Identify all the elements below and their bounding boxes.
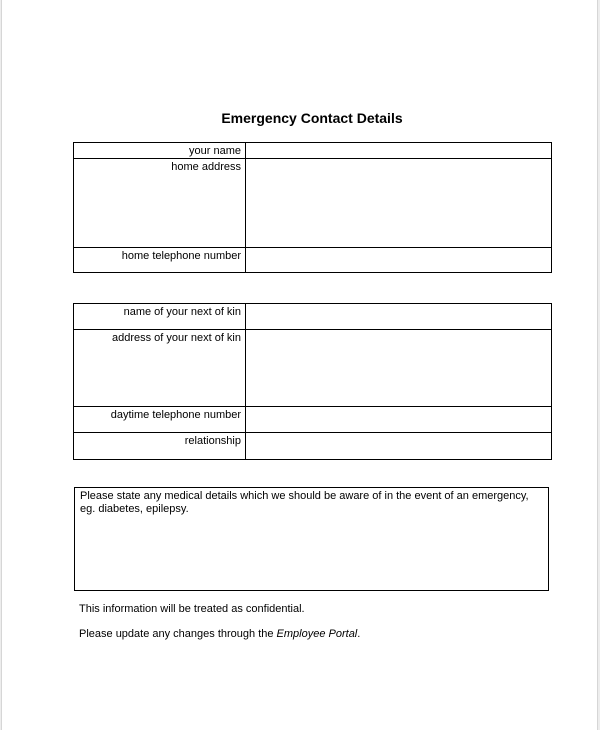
- document-page: [1, 0, 598, 730]
- next-of-kin-table: [73, 303, 552, 460]
- daytime-telephone-field[interactable]: [246, 407, 552, 433]
- employee-portal-reference: Employee Portal: [276, 628, 358, 640]
- table-row: [74, 159, 552, 248]
- home-telephone-field[interactable]: [246, 248, 552, 273]
- table-row: [74, 304, 552, 330]
- home-address-field[interactable]: [246, 159, 552, 248]
- medical-prompt-line-2: eg. diabetes, epilepsy.: [80, 503, 189, 515]
- personal-details-table: [73, 142, 552, 273]
- kin-address-label: address of your next of kin: [74, 330, 246, 407]
- kin-name-field[interactable]: [246, 304, 552, 330]
- kin-name-label: name of your next of kin: [74, 304, 246, 330]
- medical-details-box[interactable]: [74, 487, 549, 591]
- home-address-label: home address: [74, 159, 246, 248]
- update-note-prefix: Please update any changes through the: [79, 628, 277, 640]
- update-note-suffix: .: [357, 628, 361, 640]
- table-row: [74, 248, 552, 273]
- document-title: Emergency Contact Details: [221, 110, 403, 126]
- table-row: [74, 330, 552, 407]
- table-row: [74, 407, 552, 433]
- medical-prompt-line-1: Please state any medical details which we should be aware of in the event of an emergency,: [80, 490, 529, 502]
- relationship-label: relationship: [74, 433, 246, 460]
- your-name-field[interactable]: [246, 143, 552, 159]
- update-note: [79, 628, 360, 640]
- table-row: [74, 433, 552, 460]
- kin-address-field[interactable]: [246, 330, 552, 407]
- your-name-label: your name: [74, 143, 246, 159]
- confidential-note: This information will be treated as confidential.: [79, 603, 305, 615]
- table-row: [74, 143, 552, 159]
- home-telephone-label: home telephone number: [74, 248, 246, 273]
- daytime-telephone-label: daytime telephone number: [74, 407, 246, 433]
- relationship-field[interactable]: [246, 433, 552, 460]
